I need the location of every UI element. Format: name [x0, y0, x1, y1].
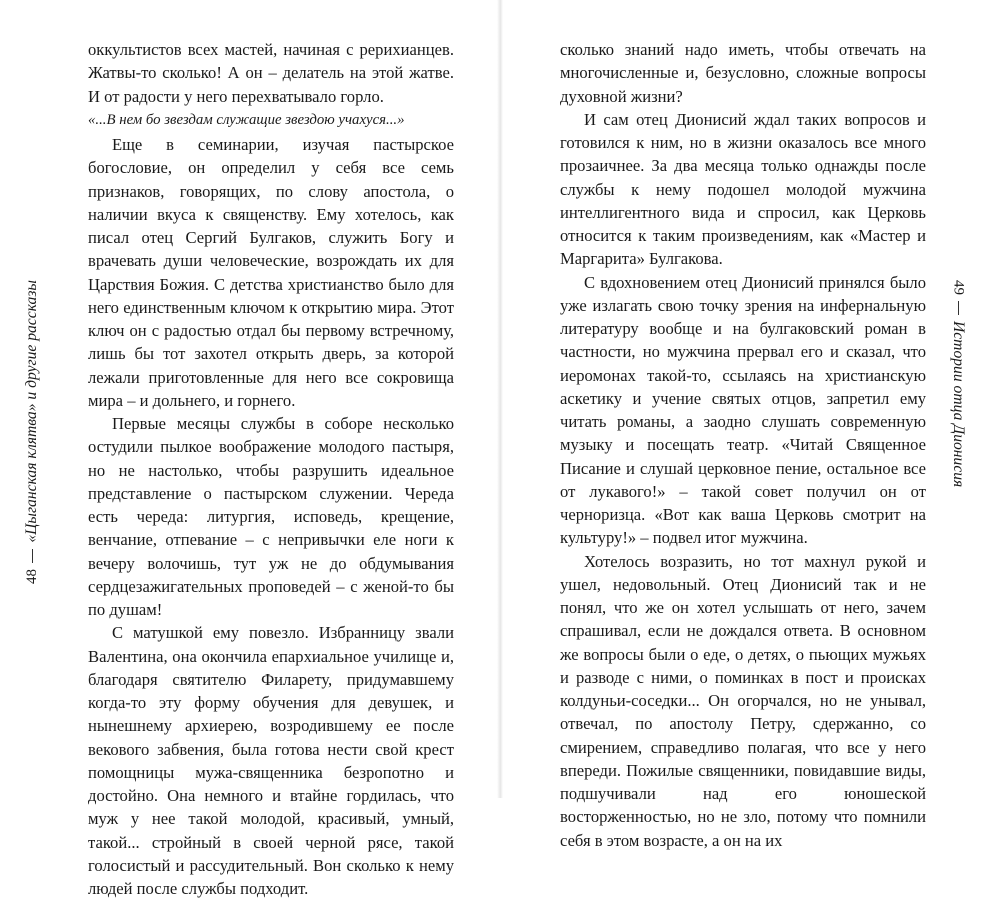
paragraph: С матушкой ему повезло. Избранницу звали Валентина, она окончила епархиальное училище и, благодаря святителю Филарету, придумавшему когда-то эту форму обучения для девушек, и нынешнему архиерею, возродившему ее после векового забвения, была готова нести свой крест помощницы мужа-священника безропотно и достойно. Она немного и втайне гордилась, что муж у нее такой молодой, красивый, умный, такой... стройный в своей черной рясе, такой голосистый и рассудительный. Вон сколько к нему людей после службы подходит. — [88, 623, 454, 898]
divider — [958, 301, 959, 315]
paragraph: С вдохновением отец Дионисий принялся было уже излагать свою точку зрения на инфернальную литературу вообще и на булгаковский роман в частности, но мужчина прервал его и сказал, что иеромонах такой-то, ссылаясь на христианскую аскетику и учение святых отцов, запретил ему читать романы, а заодно слушать современную музыку и посещать театр. «Читай Священное Писание и слушай церковное пение, остальное все от лукавого!» – такой совет получил он от черноризца. «Вот как ваша Церковь смотрит на культуру!» – подвел итог мужчина. — [560, 272, 926, 548]
divider — [32, 549, 33, 563]
left-margin-header — [20, 280, 44, 584]
page-number: 48 — [23, 568, 40, 584]
page-number: 49 — [950, 280, 967, 295]
paragraph: Еще в семинарии, изучая пастырское богословие, он определил у себя все семь признаков, говорящих, по слову апостола, о наличии вкуса к священству. Ему хотелось, как писал отец Сергий Булгаков, служить Богу и врачевать души человеческие, возрождать их для Царствия Божия. С детства христианство было для него единственным ключом к открытию мира. Этот ключ он с радостью отдал бы первому встречному, лишь бы тот захотел открыть дверь, за которой лежали приготовленные для него все сокровища мира – и дольнего, и горнего. — [88, 135, 454, 410]
left-page — [0, 0, 498, 898]
paragraph: сколько знаний надо иметь, чтобы отвечать на многочисленные и, безусловно, сложные вопросы духовной жизни? — [560, 40, 926, 106]
left-text-column — [88, 38, 454, 900]
epigraph: «...В нем бо звездам служащие звездою учахуся...» — [88, 111, 405, 128]
right-text-column — [560, 38, 926, 852]
paragraph: оккультистов всех мастей, начиная с рерихианцев. Жатвы-то сколько! А он – делатель на этой жатве. И от радости у него перехватывало горло. — [88, 40, 454, 106]
paragraph: Хотелось возразить, но тот махнул рукой и ушел, недовольный. Отец Дионисий так и не понял, что же он хотел услышать от него, зачем спрашивал, если не дождался ответа. В основном же вопросы были о еде, о детях, о пьющих мужьях и разводе с ними, о поминках в пост и происках колдуньи-соседки... Он огорчался, но не унывал, отвечал, по апостолу Петру, сдержанно, со смирением, справедливо полагая, что все у него впереди. Пожилые священники, повидавшие виды, подшучивали над его юношеской восторженностью, но не зло, потому что помнили себя в этом возрасте, а он на их — [560, 551, 926, 850]
right-margin-header — [946, 280, 970, 487]
running-head: Истории отца Дионисия — [950, 321, 967, 488]
running-head: «Цыганская клятва» и другие рассказы — [23, 280, 40, 543]
paragraph: Первые месяцы службы в соборе несколько остудили пылкое воображение молодого пастыря, но не настолько, чтобы разрушить идеальное представление о пастырском служении. Череда есть череда: литургия, исповедь, крещение, венчание, отпевание – с непривычки еле ноги к вечеру волочишь, тут уж не до обдумывания сердцезажигательных проповедей – с женой-то бы по душам! — [88, 414, 454, 619]
paragraph: И сам отец Дионисий ждал таких вопросов и готовился к ним, но в жизни оказалось все много прозаичнее. За два месяца только однажды после службы к нему подошел молодой мужчина интеллигентного вида и спросил, как Церковь относится к таким произведениям, как «Мастер и Маргарита» Булгакова. — [560, 109, 926, 269]
right-page — [502, 0, 1000, 850]
